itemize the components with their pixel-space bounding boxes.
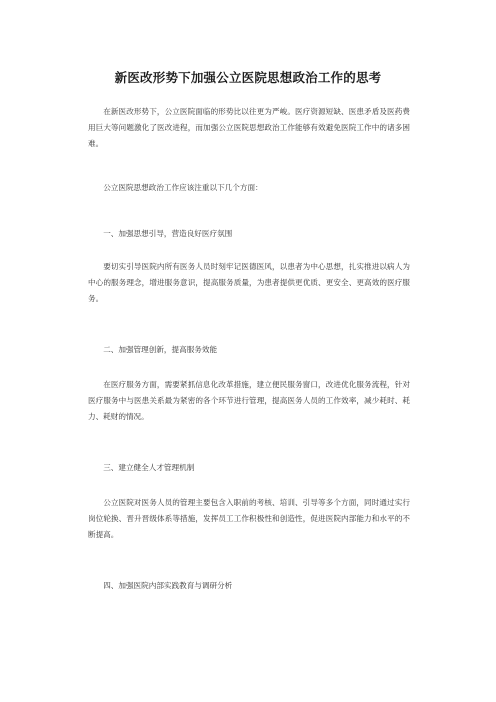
section-3-body: 公立医院对医务人员的管理主要包含入职前的考核、培训、引导等多个方面，同时通过实行岗位轮换、晋升晋级体系等措施，发挥员工工作积极性和创造性，促进医院内部能力和水平的不断提高。 (88, 498, 410, 539)
section-3-heading: 三、建立健全人才管理机制 (103, 463, 195, 472)
section-2-heading: 二、加强管理创新，提高服务效能 (103, 345, 218, 354)
section-1-body: 要切实引导医院内所有医务人员时刻牢记医德医风，以患者为中心思想，扎实推进以病人为中心的服务理念，增进服务意识，提高服务质量，为患者提供更优质、更安全、更高效的医疗服务。 (88, 262, 410, 303)
document-title: 新医改形势下加强公立医院思想政治工作的思考 (114, 70, 382, 85)
section-1-heading: 一、加强思想引导，营造良好医疗氛围 (103, 229, 233, 238)
lead-paragraph: 公立医院思想政治工作应该注重以下几个方面： (103, 183, 263, 192)
section-2-body: 在医疗服务方面，需要紧抓信息化改革措施，建立便民服务窗口，改进优化服务流程，针对医疗服务中与医患关系最为紧密的各个环节进行管理，提高医务人员的工作效率，减少耗时、耗力、耗财的情况。 (88, 380, 410, 421)
section-4-heading: 四、加强医院内部实践教育与调研分析 (103, 581, 233, 590)
intro-paragraph: 在新医改形势下，公立医院面临的形势比以往更为严峻。医疗资源短缺、医患矛盾及医药费用巨大等问题激化了医改进程，而加强公立医院思想政治工作能够有效避免医院工作中的诸多困难。 (88, 107, 410, 148)
